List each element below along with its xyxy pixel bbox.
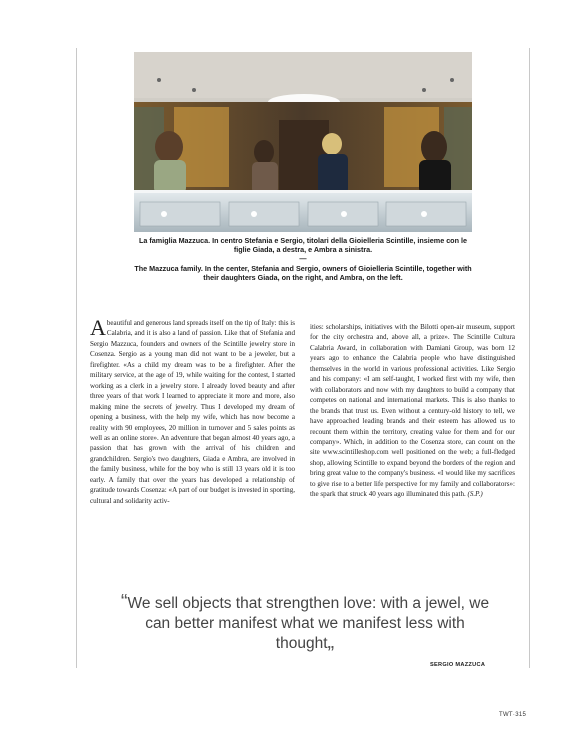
open-quote-mark: “ [120, 591, 128, 613]
page-folio: TWT·315 [499, 712, 527, 718]
photo-icon [134, 52, 472, 232]
caption-english: The Mazzuca family. In the center, Stefania and Sergio, owners of Gioielleria Scintille, together with their daughters Giada, on the right, and Ambra, on the left. [134, 263, 472, 282]
left-margin-rule [76, 48, 77, 668]
article-text-right: ities: scholarships, initiatives with the Bilotti open-air museum, support for the city orchestra and, above all, a prize». The Scintille Cultura Calabria Award, in collaboration with Damiani Group, was born 12 years ago to enhance the Calabria people who have distinguished themselves in the world in various professional activities. Like Sergio and his company: «I am self-taught, I worked first with my wife, then with collaborators and now with my daughters to build a company that competes on national and international markets. This is also thanks to the brands that trust us. Even without a century-old history to tell, we have approached leading brands and their esteem has allowed us to recount them within the territory, creating value for them and for our company». Which, in addition to the Cosenza store, can count on the site www.scintilleshop.com well positioned on the web; a full-fledged shop, allowing Scintille to expand beyond the borders of the region and bring great value to the company's business. «I would like my sacrifices to give rise to a better life perspective for my family and collaborators»: the spark that struck 40 years ago illuminated this path. [310, 323, 515, 499]
pull-quote [120, 591, 490, 654]
article-column-right [310, 322, 515, 500]
photo-caption [134, 236, 472, 282]
article-paragraph-left [90, 315, 295, 506]
right-margin-rule [529, 48, 530, 668]
article-column-left [90, 315, 295, 506]
drop-cap: A [90, 315, 106, 340]
article-paragraph-right [310, 322, 515, 500]
close-quote-mark: „ [327, 631, 335, 653]
family-photo [134, 52, 472, 232]
pull-quote-author: SERGIO MAZZUCA [430, 662, 486, 668]
caption-separator: — [299, 254, 307, 264]
article-signature: (S.P.) [467, 490, 483, 499]
pull-quote-text: We sell objects that strengthen love: with a jewel, we can better manifest what we manifest less with thought [127, 595, 490, 652]
caption-italian: La famiglia Mazzuca. In centro Stefania e Sergio, titolari della Gioielleria Scintille, insieme con le figlie Giada, a destra, e Ambra a sinistra. [139, 236, 467, 255]
article-text-left: beautiful and generous land spreads itself on the tip of Italy: this is Calabria, and it is also a land of passion. Like that of Stefania and Sergio Mazzuca, founders and owners of the Scintille jewelry store in Cosenza. Sergio as a young man did not want to be a jeweler, but a firefighter. «As a child my dream was to be a firefighter. After the military service, at the age of 19, while waiting for the contest, I started working as a clerk in a jewelry store. I already loved beauty and after three years of that work I learned to appreciate it more and more, also making mine the secrets of jewelry. Thus I developed my dream of opening a business, with the help my wife, which has now become a reality with 90 employees, 20 million in turnover and 5 sales points as well as an online store». An adventure that began almost 40 years ago, a passion that has grown with the arrival of his children and grandchildren. Sergio's two daughters, Giada e Ambra, are involved in the family business, while for the boy who is still 13 years old it is too early. A family that over the years has developed a relationship of gratitude towards Cosenza: «A part of our budget is invested in sporting, cultural and solidarity activ- [90, 319, 295, 505]
